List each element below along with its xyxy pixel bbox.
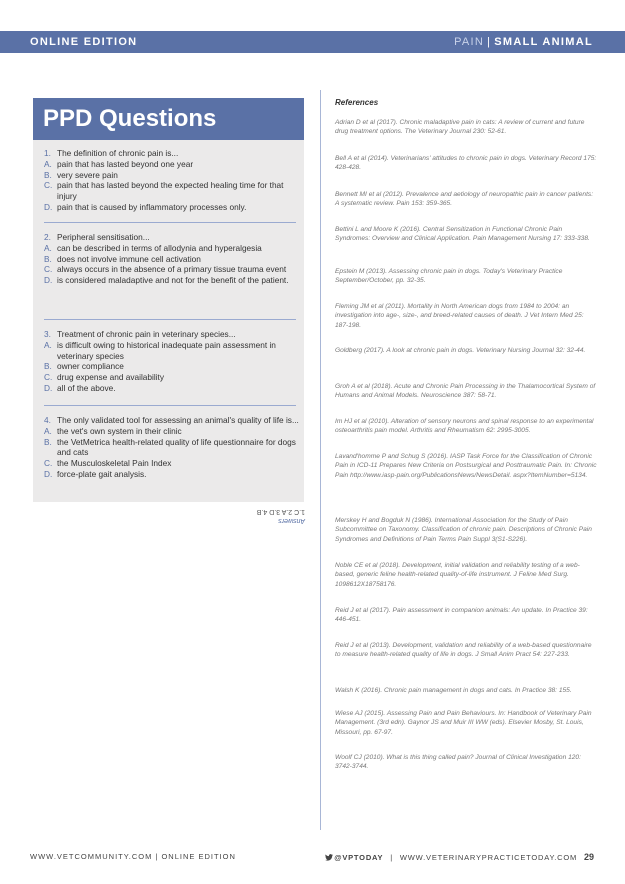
answers-label: Answers [278,517,305,524]
question-number: 2. [44,232,51,242]
option-text: always occurs in the absence of a primary tissue trauma event [57,264,287,275]
option-letter: D. [44,382,53,393]
question-4 [44,415,300,480]
option-letter: A. [44,339,52,350]
option-text: can be described in terms of allodynia and hyperalgesia [57,242,262,253]
question-number: 4. [44,415,51,425]
reference-item: Merskey H and Bogduk N (1986). International Association for the Study of Pain Subcommittee on Taxonomy. Classification of chronic pain. Descriptions of Chronic Pain Syndromes and Definitions of Pain Terms Pain Suppl 3(S1-S226). [335,517,592,543]
option-letter: A. [44,425,52,436]
option-letter: C. [44,264,53,275]
section-label [454,36,593,48]
option-letter: C. [44,180,53,191]
question-divider [44,319,296,320]
reference-item: Noble CE et al (2018). Development, initial validation and reliability testing of a web-based, generic feline health-related quality-of-life instrument. J Feline Med Surg. 1098612X18758176. [335,562,580,588]
footer-url[interactable]: WWW.VETERINARYPRACTICETODAY.COM [399,853,578,862]
page-number: 29 [583,852,594,862]
footer-right [325,852,594,862]
question-3 [44,329,300,394]
option-text: pain that has lasted beyond one year [57,158,194,169]
reference-item: Reid J et al (2017). Pain assessment in companion animals: An update. In Practice 39: 446-451. [335,607,588,624]
question-text: Treatment of chronic pain in veterinary species... [57,329,236,339]
question-text: The only validated tool for assessing an animal's quality of life is... [57,415,299,425]
option-text: the Musculoskeletal Pain Index [57,458,172,469]
twitter-handle[interactable]: @VPTODAY [334,853,384,862]
reference-item: Im HJ et al (2010). Alteration of sensory neurons and spinal response to an experimental osteoarthritis pain model. Arthritis and Rheumatism 62: 2995-3005. [335,418,594,435]
footer-left: WWW.VETCOMMUNITY.COM | ONLINE EDITION [30,852,236,861]
references-heading: References [335,98,379,107]
option-text: very severe pain [57,169,118,180]
option-letter: D. [44,275,53,286]
reference-item: Fleming JM et al (2011). Mortality in North American dogs from 1984 to 2004: an investigation into age-, size-, and breed-related causes of death. J Vet Intern Med 25: 187-198. [335,303,584,329]
reference-item: Goldberg (2017). A look at chronic pain in dogs. Veterinary Nursing Journal 32: 32-44. [335,347,586,354]
option-letter: B. [44,253,52,264]
header-bar [0,31,625,53]
column-divider [320,90,321,830]
answers-upside-down [251,507,305,525]
option-text: the vet's own system in their clinic [57,425,182,436]
question-1 [44,148,300,213]
twitter-icon [325,854,333,861]
option-letter: B. [44,169,52,180]
section-category: PAIN [454,36,485,48]
option-text: pain that is caused by inflammatory processes only. [57,201,247,212]
option-text: all of the above. [57,382,116,393]
question-text: The definition of chronic pain is... [57,148,179,158]
question-divider [44,222,296,223]
question-number: 3. [44,329,51,339]
option-text: pain that has lasted beyond the expected healing time for that injury [57,180,284,202]
option-letter: B. [44,436,52,447]
option-letter: D. [44,468,53,479]
answers-text: 1.C 2.A 3.D 4.B [256,508,305,515]
footer-separator: | [390,853,394,862]
option-text: the VetMetrica health-related quality of life questionnaire for dogs and cats [57,436,296,458]
option-letter: B. [44,361,52,372]
reference-item: Walsh K (2016). Chronic pain management in dogs and cats. In Practice 38: 155. [335,687,572,694]
question-text: Peripheral sensitisation... [57,232,150,242]
reference-item: Bettini L and Moore K (2016). Central Sensitization in Functional Chronic Pain Syndromes: Overview and Clinical Application. Pain Management Nursing 17: 333-338. [335,226,590,243]
reference-item: Groh A et al (2018). Acute and Chronic Pain Processing in the Thalamocortical System of Humans and Animal Models. Neuroscience 387: 58-71. [335,383,596,400]
ppd-title: PPD Questions [33,98,304,140]
reference-item: Woolf CJ (2010). What is this thing called pain? Journal of Clinical Investigation 120: 3742-3744. [335,754,581,771]
option-letter: A. [44,242,52,253]
question-divider [44,405,296,406]
reference-item: Epstein M (2013). Assessing chronic pain in dogs. Today's Veterinary Practice September/October, pp. 32-35. [335,268,563,285]
option-text: owner compliance [57,361,124,372]
option-letter: D. [44,201,53,212]
section-topic: SMALL ANIMAL [494,36,593,48]
option-letter: C. [44,372,53,383]
question-number: 1. [44,148,51,158]
reference-item: Lavand'homme P and Schug S (2016). IASP Task Force for the Classification of Chronic Pain in ICD-11 Prepares New Criteria on Postsurgical and Posttraumatic Pain. In: Chronic Pain http://www.iasp-pain.org/PublicationsNews/NewsDetail. aspx?ItemNumber=5134. [335,453,597,479]
option-text: does not involve immune cell activation [57,253,201,264]
reference-item: Bell A et al (2014). Veterinarians' attitudes to chronic pain in dogs. Veterinary Record 175: 428-428. [335,155,597,172]
option-letter: C. [44,458,53,469]
option-text: is difficult owing to historical inadequate pain assessment in veterinary species [57,339,276,361]
option-letter: A. [44,158,52,169]
reference-item: Bennett MI et al (2012). Prevalence and aetiology of neuropathic pain in cancer patients: A systematic review. Pain 153: 359-365. [335,191,594,208]
edition-label: ONLINE EDITION [30,36,138,48]
reference-item: Wiese AJ (2015). Assessing Pain and Pain Behaviours. In: Handbook of Veterinary Pain Management. (3rd edn). Gaynor JS and Muir III WW (eds). Elsevier Mosby, St. Louis, Missouri, pp. 67-97. [335,710,592,736]
question-2 [44,232,300,286]
reference-item: Adrian D et al (2017). Chronic maladaptive pain in cats: A review of current and future drug treatment options. The Veterinary Journal 230: 52-61. [335,119,585,136]
reference-item: Reid J et al (2013). Development, validation and reliability of a web-based questionnaire to measure health-related quality of life in dogs. J Small Anim Pract 54: 227-233. [335,642,592,659]
option-text: is considered maladaptive and not for the benefit of the patient. [57,275,289,286]
option-text: drug expense and availability [57,372,165,383]
section-separator: | [487,36,492,48]
option-text: force-plate gait analysis. [57,468,147,479]
